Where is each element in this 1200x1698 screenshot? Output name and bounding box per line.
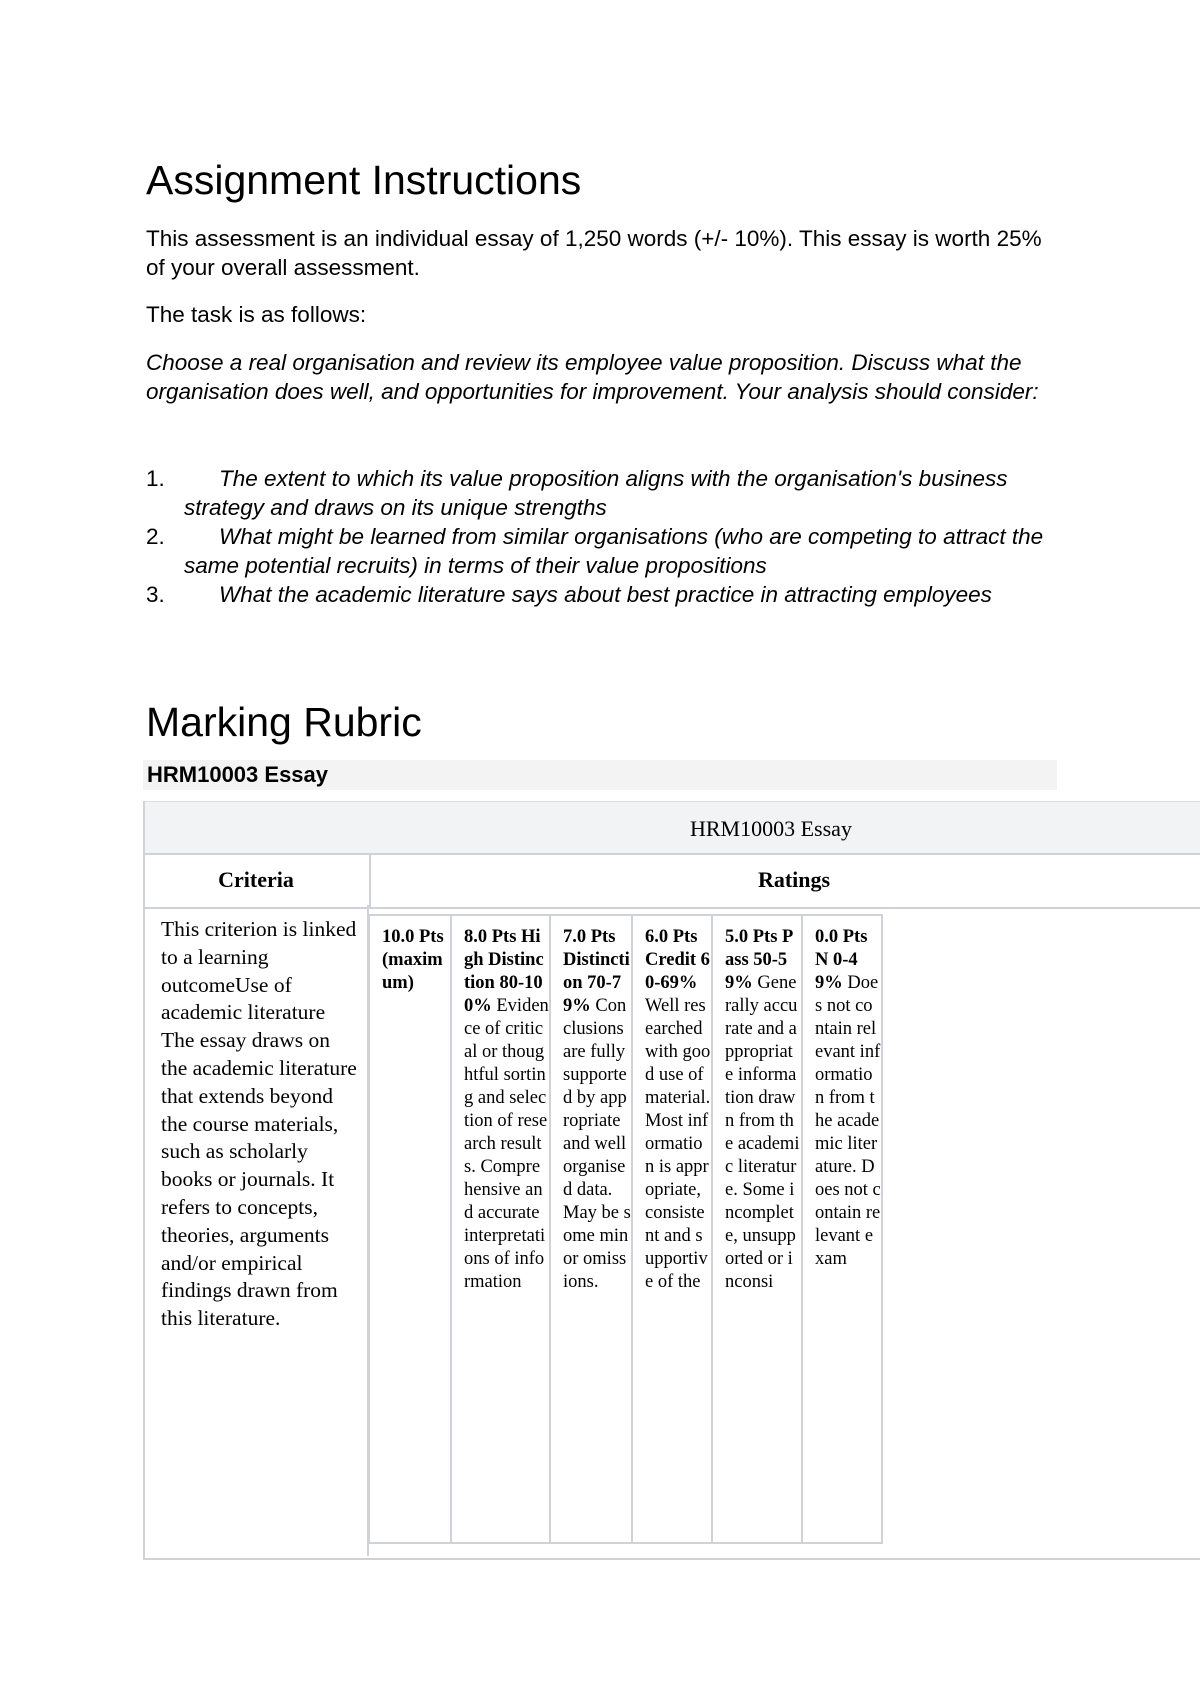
rubric-table-caption-bar <box>145 801 1200 854</box>
rating-description: Well researched with good use of material. Most information is appropriate, consistent and supportive of the <box>645 996 711 1292</box>
rating-points: 10.0 Pts (maximum) <box>382 927 444 993</box>
rubric-subheading: HRM10003 Essay <box>147 762 329 787</box>
list-item-text: What might be learned from similar organisations (who are competing to attract the same potential recruits) in terms of their value propositions <box>184 524 1044 578</box>
rating-points: 6.0 Pts Credit 60-69% <box>645 927 710 993</box>
list-item-number: 3. <box>146 582 165 607</box>
list-item-number: 1. <box>146 466 165 491</box>
rating-points: 0.0 Pts N 0-49% <box>815 927 868 993</box>
list-item-number: 2. <box>146 524 165 549</box>
marking-rubric-heading: Marking Rubric <box>146 699 422 745</box>
list-item <box>146 464 1066 522</box>
ratings-column-header: Ratings <box>369 855 1200 907</box>
rating-cell-fail <box>801 914 883 1544</box>
assessment-intro-text: This assessment is an individual essay of 1,250 words (+/- 10%). This essay is worth 25% of your overall assessment. <box>146 226 1042 280</box>
rating-points: 7.0 Pts Distinction 70-79% <box>563 927 630 1016</box>
rating-description: Generally accurate and appropriate information drawn from the academic literature. Some incomplete, unsupported or inconsi <box>725 973 800 1292</box>
criteria-column-header: Criteria <box>218 867 294 892</box>
list-item <box>146 580 1066 609</box>
rating-description: Does not contain relevant information from the academic literature. Does not contain relevant exam <box>815 973 881 1269</box>
rating-description: Conclusions are fully supported by appropriate and well organised data. May be some minor omissions. <box>563 996 631 1292</box>
criterion-description: This criterion is linked to a learning outcomeUse of academic literature The essay draws on the academic literature that extends beyond the course materials, such as scholarly books or journals. It refers to concepts, theories, arguments and/or empirical findings drawn from this literature. <box>161 917 357 1331</box>
rating-points: 5.0 Pts Pass 50-59% <box>725 927 794 993</box>
rating-description: Evidence of critical or thoughtful sorting and selection of research results. Comprehensive and accurate interpretations of information <box>464 996 549 1292</box>
rating-cell-distinction <box>549 914 633 1544</box>
list-item <box>146 522 1066 580</box>
rating-points: 8.0 Pts High Distinction 80-100% <box>464 927 544 1016</box>
assignment-instructions-heading: Assignment Instructions <box>146 157 582 203</box>
list-item-text: What the academic literature says about best practice in attracting employees <box>219 582 992 607</box>
rubric-table-caption: HRM10003 Essay <box>690 816 852 841</box>
task-prompt: Choose a real organisation and review its employee value proposition. Discuss what the organisation does well, and opportunities for improvement. Your analysis should consider: <box>146 350 1039 404</box>
list-item-text: The extent to which its value proposition aligns with the organisation's business strategy and draws on its unique strengths <box>184 466 1008 520</box>
rubric-subheading-bar <box>143 760 1057 790</box>
rubric-table <box>143 801 1200 1560</box>
rating-cell-max <box>368 914 452 1544</box>
task-considerations-list <box>146 464 1066 609</box>
rubric-header-row <box>145 853 1200 909</box>
task-label: The task is as follows: <box>146 302 367 327</box>
rating-cell-pass <box>711 914 803 1544</box>
rating-cell-credit <box>631 914 713 1544</box>
rating-cell-high-distinction <box>450 914 551 1544</box>
